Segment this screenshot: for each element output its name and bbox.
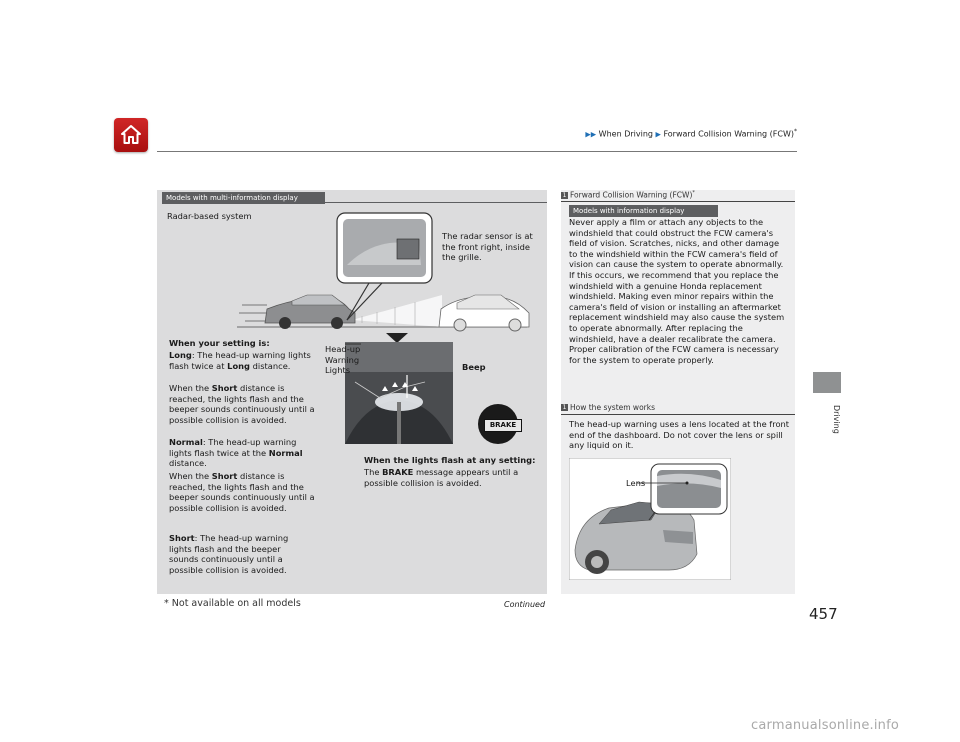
breadcrumb-section-link[interactable]: When Driving bbox=[598, 129, 653, 139]
chapter-tab-label: Driving bbox=[832, 404, 841, 434]
normal-label: Normal bbox=[169, 437, 203, 447]
system-label: Radar-based system bbox=[167, 211, 252, 221]
normal-short-text bbox=[169, 471, 319, 513]
note1-title: Forward Collision Warning (FCW) bbox=[570, 190, 693, 200]
normal-short-end: distance is reached, the lights flash and the beeper sounds continuously until a possible collision is avoided. bbox=[169, 471, 315, 513]
hud-label: Head-up Warning Lights bbox=[325, 344, 361, 376]
normal-text-end: distance. bbox=[169, 458, 207, 469]
model-tag: Models with multi-information display bbox=[162, 192, 325, 204]
short-setting-text bbox=[169, 533, 304, 575]
normal-setting-text bbox=[169, 437, 319, 469]
sensor-callout-text: The radar sensor is at the front right, inside the grille. bbox=[442, 231, 533, 263]
long-setting-text bbox=[169, 350, 321, 371]
breadcrumb-separator-icon: ▶ bbox=[655, 130, 661, 139]
breadcrumb-asterisk: * bbox=[794, 128, 797, 135]
breadcrumb-arrow-icon: ▶▶ bbox=[585, 130, 597, 139]
note2-heading bbox=[561, 403, 655, 412]
long-text-bold: Long bbox=[227, 360, 250, 371]
note-icon: 1 bbox=[562, 404, 567, 411]
short-label: Short bbox=[169, 533, 195, 543]
own-car bbox=[265, 295, 355, 329]
long-short-bold: Short bbox=[211, 383, 238, 393]
long-short-end: distance is reached, the lights flash and the beeper sounds continuously until a possible collision is avoided. bbox=[169, 383, 315, 425]
long-text: : The head-up warning lights flash twice at bbox=[169, 350, 311, 371]
page-number: 457 bbox=[809, 605, 838, 623]
continued-label: Continued bbox=[504, 600, 546, 609]
note1-heading bbox=[561, 190, 695, 200]
lead-car bbox=[439, 295, 529, 331]
home-icon bbox=[120, 124, 142, 146]
any-setting-heading: When the lights flash at any setting: bbox=[364, 455, 536, 465]
beep-label: Beep bbox=[462, 362, 486, 372]
note1-model-tag: Models with information display bbox=[569, 205, 718, 217]
lens-label: Lens bbox=[626, 478, 646, 488]
normal-short-bold: Short bbox=[211, 471, 238, 481]
breadcrumb bbox=[513, 128, 797, 139]
chapter-tab[interactable] bbox=[813, 372, 841, 393]
brake-msg-end: message appears until a possible collision is avoided. bbox=[364, 467, 519, 488]
short-text: : The head-up warning lights flash and the beeper sounds continuously until a possible collision is avoided. bbox=[169, 533, 289, 575]
model-tag-rule bbox=[317, 202, 547, 203]
note2-text: The head-up warning uses a lens located at the front end of the dashboard. Do not cover the lens or spill any liquid on it. bbox=[569, 419, 790, 451]
note2-rule bbox=[561, 414, 795, 415]
long-short-start: When the bbox=[169, 383, 212, 393]
footnote: * Not available on all models bbox=[164, 598, 301, 609]
note1-asterisk: * bbox=[692, 190, 695, 196]
normal-short-start: When the bbox=[169, 471, 212, 481]
header-divider bbox=[157, 151, 797, 152]
long-label: Long bbox=[169, 350, 192, 360]
setting-heading: When your setting is: bbox=[169, 338, 270, 348]
note1-rule bbox=[561, 201, 795, 202]
brake-msg-start: The bbox=[364, 467, 383, 477]
home-button[interactable] bbox=[114, 118, 148, 152]
breadcrumb-page-title: Forward Collision Warning (FCW) bbox=[663, 129, 794, 139]
lens-photo bbox=[569, 458, 731, 580]
long-short-text bbox=[169, 383, 321, 425]
brake-badge: BRAKE bbox=[484, 419, 522, 432]
long-text-end: distance. bbox=[250, 360, 291, 371]
watermark: carmanualsonline.info bbox=[751, 718, 900, 733]
note1-text: Never apply a film or attach any objects to the windshield that could obstruct the FCW camera's field of vision. Scratches, nicks, and other damage to the windshield within the FCW camera's field of vision can cause the system to operate abnormally. If this occurs, we recommend that you replace the windshield with a genuine Honda replacement windshield. Making even minor repairs within the camera's field of vision or installing an aftermarket replacement windshield may also cause the system to operate abnormally. After replacing the windshield, have a dealer recalibrate the camera. Proper calibration of the FCW camera is necessary for the system to operate properly. bbox=[569, 217, 785, 365]
brake-message-text bbox=[364, 467, 524, 488]
note2-title: How the system works bbox=[570, 403, 655, 412]
note-icon: 1 bbox=[562, 191, 567, 199]
radar-sensor bbox=[397, 239, 419, 259]
brake-msg-bold: BRAKE bbox=[382, 467, 414, 477]
normal-text: : The head-up warning lights flash twice at the bbox=[169, 437, 297, 458]
normal-text-bold: Normal bbox=[268, 447, 303, 458]
